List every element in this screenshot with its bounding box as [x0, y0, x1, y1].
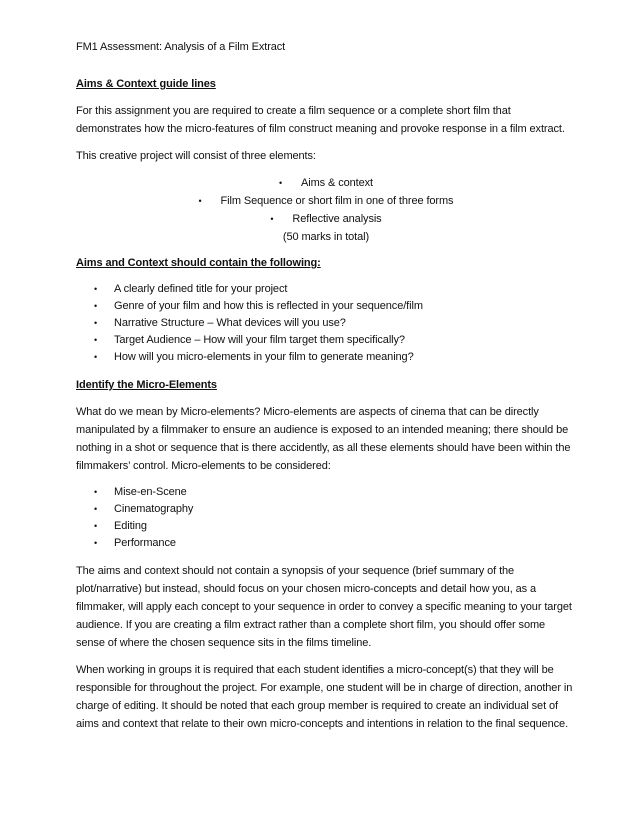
- list-item: • Film Sequence or short film in one of three forms: [76, 192, 576, 210]
- list-item: • Editing: [94, 518, 576, 535]
- assignment-intro-paragraph: For this assignment you are required to create a film sequence or a complete short film that demonstrates how the micro-features of film construct meaning and provoke response in a film extract.: [76, 105, 565, 135]
- marks-note: (50 marks in total): [282, 231, 370, 243]
- micro-elements-definition-paragraph: What do we mean by Micro-elements? Micro-elements are aspects of cinema that can be directly manipulated by a filmmaker to ensure an audience is exposed to an intended meaning; there should be nothing in a shot or sequence that is there accidently, as all these elements should have been within the filmmakers’ control. Micro-elements to be considered:: [76, 406, 571, 472]
- synopsis-guidance-paragraph: The aims and context should not contain a synopsis of your sequence (brief summary of the plot/narrative) but instead, should focus on your chosen micro-concepts and detail how you, as a filmmaker, will apply each concept to your sequence in order to convey a specific meaning to your target audience. If you are creating a film extract rather than a complete short film, you should offer some sense of where the chosen sequence sits in the films timeline.: [76, 565, 572, 649]
- list-item: • A clearly defined title for your project: [94, 281, 576, 298]
- list-item: • Aims & context: [76, 174, 576, 192]
- document-page: [76, 38, 576, 742]
- list-item: • Mise-en-Scene: [94, 484, 576, 501]
- micro-elements-heading: Identify the Micro-Elements: [76, 379, 217, 391]
- bullet-icon: •: [94, 301, 98, 311]
- list-item: • Narrative Structure – What devices will you use?: [94, 315, 576, 332]
- bullet-icon: •: [94, 335, 98, 345]
- list-item: • Cinematography: [94, 501, 576, 518]
- list-item: • Target Audience – How will your film target them specifically?: [94, 332, 576, 349]
- bullet-icon: •: [94, 352, 98, 362]
- three-elements-intro: This creative project will consist of three elements:: [76, 150, 316, 162]
- aims-context-contents-list: [76, 281, 576, 366]
- bullet-icon: •: [94, 487, 98, 497]
- document-header: FM1 Assessment: Analysis of a Film Extract: [76, 41, 286, 53]
- aims-context-guidelines-heading: Aims & Context guide lines: [76, 78, 216, 90]
- group-work-paragraph: When working in groups it is required that each student identifies a micro-concept(s) that they will be responsible for throughout the project. For example, one student will be in charge of direction, another in charge of editing. It should be noted that each group member is required to create an individual set of aims and context that relate to their own micro-concepts and intentions in relation to the final sequence.: [76, 664, 573, 730]
- list-item: • How will you micro-elements in your film to generate meaning?: [94, 349, 576, 366]
- bullet-icon: •: [198, 196, 202, 206]
- list-item: • Performance: [94, 535, 576, 552]
- list-item: • Genre of your film and how this is reflected in your sequence/film: [94, 298, 576, 315]
- bullet-icon: •: [270, 214, 274, 224]
- bullet-icon: •: [279, 178, 283, 188]
- bullet-icon: •: [94, 538, 98, 548]
- bullet-icon: •: [94, 504, 98, 514]
- project-elements-list: [76, 174, 576, 246]
- bullet-icon: •: [94, 318, 98, 328]
- micro-elements-list: [76, 484, 576, 552]
- bullet-icon: •: [94, 521, 98, 531]
- aims-context-contents-heading: Aims and Context should contain the following:: [76, 257, 321, 269]
- bullet-icon: •: [94, 284, 98, 294]
- list-item: • Reflective analysis (50 marks in total): [76, 210, 576, 246]
